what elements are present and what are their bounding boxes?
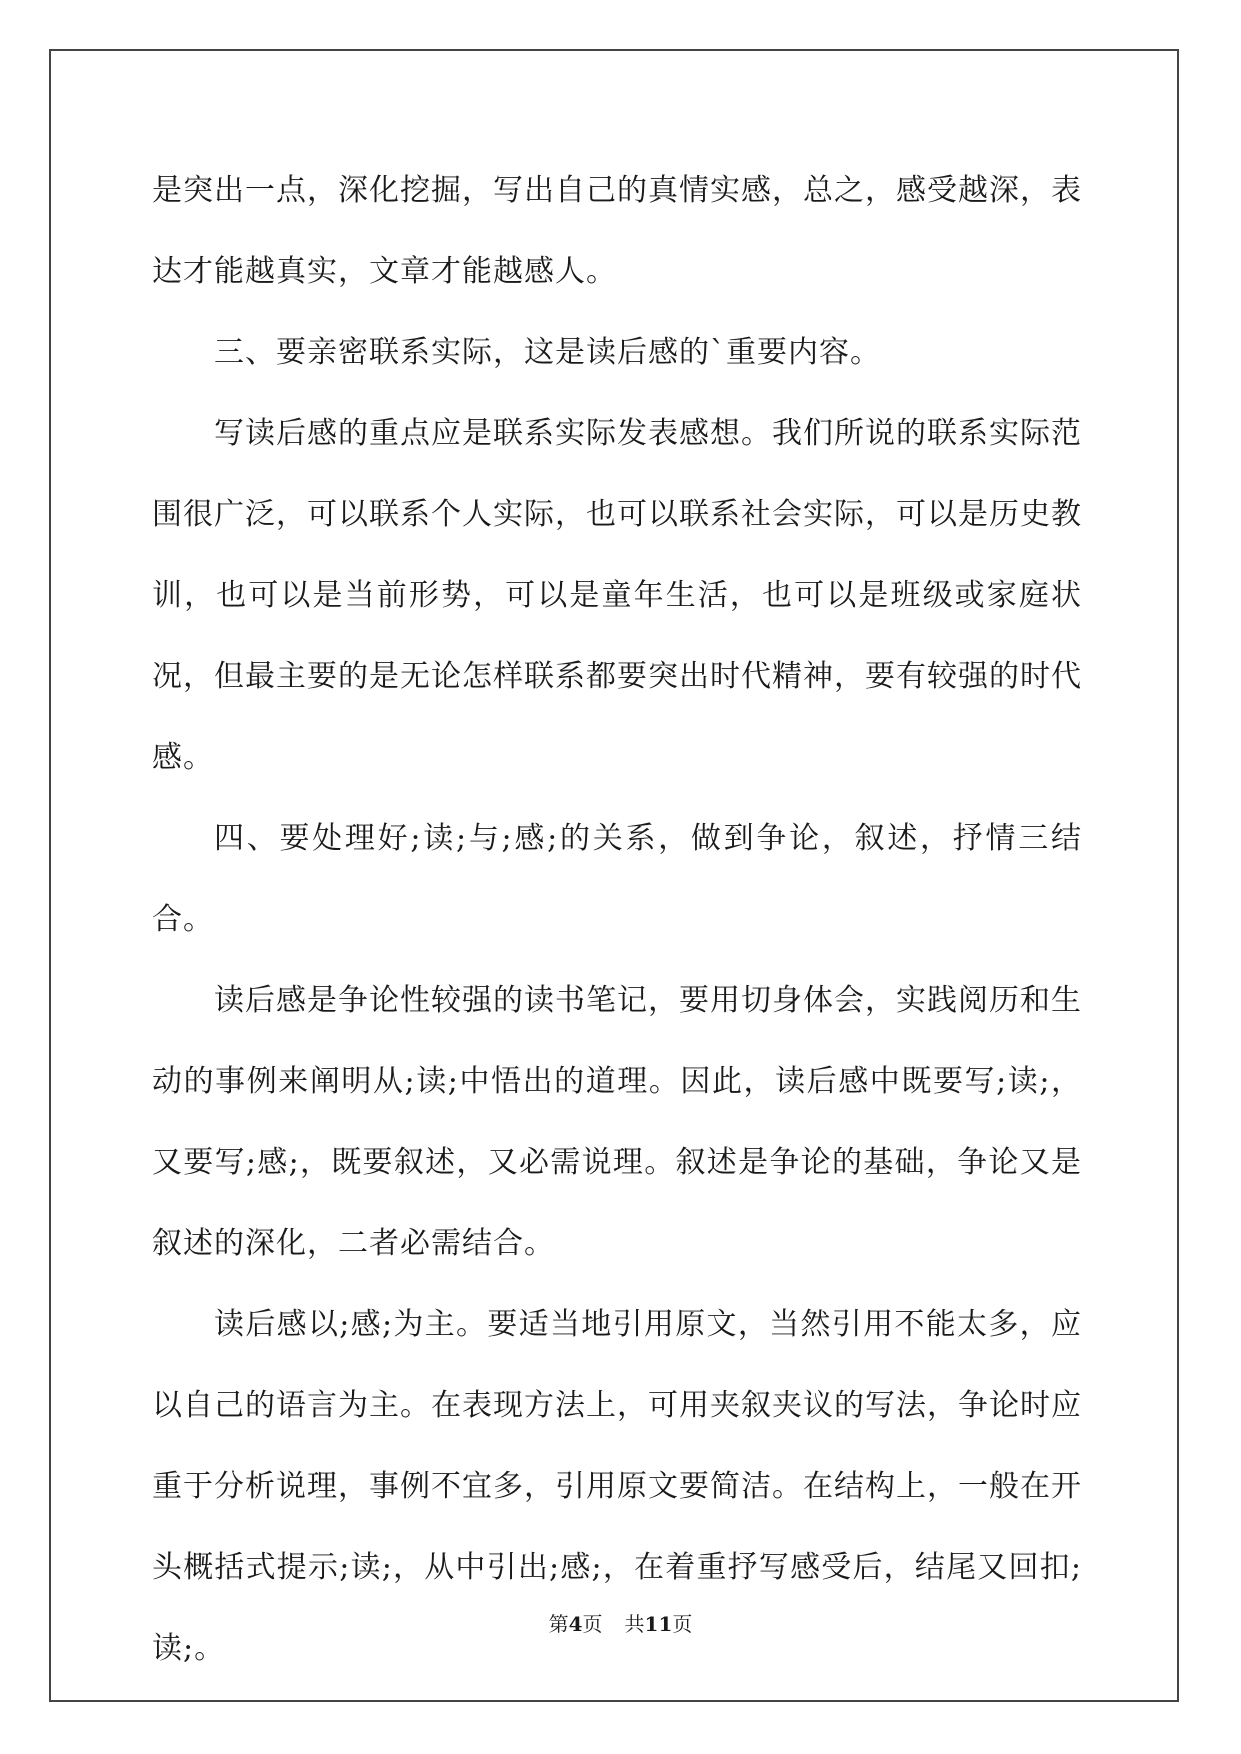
total-prefix: 共 [624,1612,645,1636]
paragraph-heading-four: 四、要处理好;读;与;感;的关系，做到争论，叙述，抒情三结合。 [152,821,1082,937]
page-footer [0,1612,1241,1636]
paragraph-feeling-focus: 读后感以;感;为主。要适当地引用原文，当然引用不能太多，应以自己的语言为主。在表现方法上，可用夹叙夹议的写法，争论时应重于分析说理，事例不宜多，引用原文要简洁。在结构上，一般在开头概括式提示;读;，从中引出;感;，在着重抒写感受后，结尾又回扣;读;。 [152,1307,1082,1666]
page-suffix: 页 [582,1612,603,1636]
document-body [152,150,1082,1689]
total-suffix: 页 [672,1612,693,1636]
paragraph-practice: 写读后感的重点应是联系实际发表感想。我们所说的联系实际范围很广泛，可以联系个人实际，也可以联系社会实际，可以是历史教训，也可以是当前形势，可以是童年生活，也可以是班级或家庭状况，但最主要的是无论怎样联系都要突出时代精神，要有较强的时代感。 [152,416,1082,775]
paragraph-heading-three: 三、要亲密联系实际，这是读后感的`重要内容。 [214,335,881,370]
page-prefix: 第 [548,1612,569,1636]
paragraph-continuation: 是突出一点，深化挖掘，写出自己的真情实感，总之，感受越深，表达才能越真实，文章才能越感人。 [152,173,1082,289]
paragraph-reading-notes: 读后感是争论性较强的读书笔记，要用切身体会，实践阅历和生动的事例来阐明从;读;中悟出的道理。因此，读后感中既要写;读;，又要写;感;，既要叙述，又必需说理。叙述是争论的基础，争论又是叙述的深化，二者必需结合。 [152,983,1082,1261]
total-page-count: 11 [644,1612,673,1636]
current-page-number: 4 [568,1612,583,1636]
